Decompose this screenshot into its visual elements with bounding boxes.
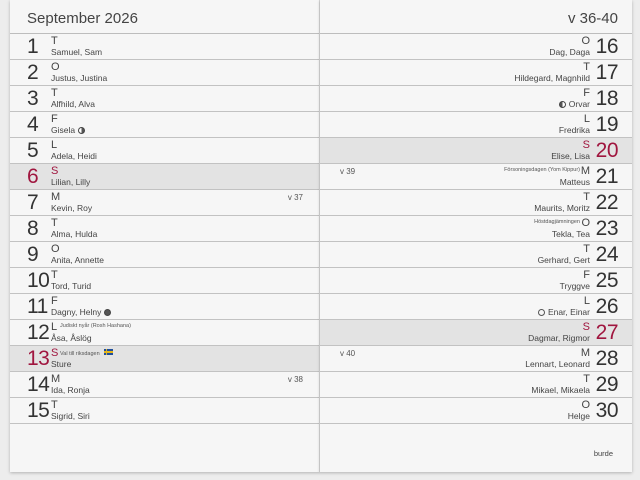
brand-logo: burde: [593, 449, 613, 458]
holiday-note: Judiskt nyår (Rosh Hashana): [60, 323, 131, 329]
right-page-header: [320, 0, 632, 34]
day-number: 22: [595, 191, 618, 214]
week-number: v 39: [340, 167, 356, 176]
name-day-text: Alfhild, Alva: [51, 99, 95, 109]
week-number: v 40: [340, 349, 356, 358]
day-number: 29: [595, 373, 618, 396]
day-row[interactable]: [320, 34, 632, 60]
name-day-text: Justus, Justina: [51, 73, 108, 83]
name-day-text: Matteus: [559, 177, 590, 187]
name-day: [525, 359, 590, 370]
holiday-note: Val till riksdagen: [60, 349, 113, 357]
weekday-letter: L: [583, 295, 590, 307]
weekday-letter: F: [583, 269, 590, 281]
name-day-text: Dagmar, Rigmor: [528, 333, 590, 343]
day-number: 30: [595, 399, 618, 422]
weekday-letter: O: [51, 243, 60, 255]
day-row[interactable]: [320, 112, 632, 138]
name-day: [556, 99, 590, 110]
day-row[interactable]: [320, 86, 632, 112]
day-row[interactable]: [320, 242, 632, 268]
name-day: [560, 281, 590, 292]
name-day: [560, 177, 590, 188]
name-day-text: Sture: [51, 359, 72, 369]
left-day-list: [10, 34, 319, 424]
name-day: [51, 203, 92, 214]
name-day: [51, 411, 90, 422]
weekday-letter: F: [583, 87, 590, 99]
weekday-letter: L: [583, 113, 590, 125]
day-number: 7: [27, 191, 39, 214]
day-number: 19: [595, 113, 618, 136]
day-row[interactable]: [320, 216, 632, 242]
name-day-text: Hildegard, Magnhild: [514, 73, 590, 83]
weekday-letter: L: [51, 139, 58, 151]
week-range: v 36-40: [567, 10, 618, 27]
name-day: [51, 151, 97, 162]
day-number: 28: [595, 347, 618, 370]
name-day-text: Gisela: [51, 125, 76, 135]
day-number: 9: [27, 243, 39, 266]
name-day: [51, 307, 114, 318]
day-row[interactable]: [320, 138, 632, 164]
moon-phase-last-icon: [559, 101, 566, 108]
name-day-text: Fredrika: [558, 125, 590, 135]
weekday-letter: M: [51, 373, 61, 385]
weekday-letter: O: [51, 61, 60, 73]
day-row[interactable]: [10, 190, 319, 216]
name-day-text: Samuel, Sam: [51, 47, 103, 57]
name-day-text: Lilian, Lilly: [51, 177, 91, 187]
weekday-letter: T: [51, 269, 58, 281]
swedish-flag-icon: [104, 349, 113, 355]
day-number: 5: [27, 139, 39, 162]
name-day: [51, 385, 90, 396]
moon-phase-new-icon: [104, 309, 111, 316]
weekday-letter: T: [51, 35, 58, 47]
name-day-text: Orvar: [568, 99, 590, 109]
day-number: 26: [595, 295, 618, 318]
month-title: September 2026: [27, 10, 138, 27]
day-row[interactable]: [10, 164, 319, 190]
day-number: 10: [27, 269, 50, 292]
day-number: 27: [595, 321, 618, 344]
day-number: 24: [595, 243, 618, 266]
day-row[interactable]: [320, 372, 632, 398]
weekday-letter: S: [582, 321, 590, 333]
name-day: [51, 281, 91, 292]
day-number: 23: [595, 217, 618, 240]
weekday-letter: F: [51, 113, 58, 125]
day-number: 16: [595, 35, 618, 58]
day-row[interactable]: [10, 86, 319, 112]
day-row[interactable]: [320, 164, 632, 190]
name-day: [51, 333, 92, 344]
name-day-text: Åsa, Åslög: [51, 333, 92, 343]
moon-phase-first-icon: [78, 127, 85, 134]
day-number: 14: [27, 373, 50, 396]
weekday-letter: M: [580, 347, 590, 359]
name-day-text: Adela, Heidi: [51, 151, 97, 161]
day-row[interactable]: [320, 346, 632, 372]
day-number: 12: [27, 321, 50, 344]
day-row[interactable]: [320, 294, 632, 320]
weekday-letter: M: [51, 191, 61, 203]
name-day-text: Helge: [567, 411, 590, 421]
day-number: 17: [595, 61, 618, 84]
name-day: [534, 203, 590, 214]
day-row[interactable]: [320, 320, 632, 346]
day-row[interactable]: [320, 60, 632, 86]
name-day: [535, 307, 590, 318]
day-number: 21: [595, 165, 618, 188]
name-day-text: Mikael, Mikaela: [531, 385, 590, 395]
name-day: [549, 47, 590, 58]
name-day: [559, 125, 590, 136]
name-day-text: Dag, Daga: [549, 47, 590, 57]
day-row[interactable]: [10, 268, 319, 294]
day-row[interactable]: [320, 190, 632, 216]
name-day: [528, 333, 590, 344]
weekday-letter: F: [51, 295, 58, 307]
weekday-letter: O: [581, 35, 590, 47]
weekday-letter: M: [580, 165, 590, 177]
day-row[interactable]: [10, 372, 319, 398]
weekday-letter: T: [51, 399, 58, 411]
week-number: v 37: [287, 193, 303, 202]
moon-phase-full-icon: [538, 309, 545, 316]
day-number: 25: [595, 269, 618, 292]
day-row[interactable]: [10, 216, 319, 242]
name-day-text: Ida, Ronja: [51, 385, 90, 395]
name-day-text: Tord, Turid: [51, 281, 92, 291]
day-number: 3: [27, 87, 39, 110]
day-number: 20: [595, 139, 618, 162]
day-number: 18: [595, 87, 618, 110]
day-number: 13: [27, 347, 50, 370]
name-day-text: Anita, Annette: [51, 255, 104, 265]
day-row[interactable]: [10, 60, 319, 86]
right-page: [320, 0, 632, 472]
name-day-text: Alma, Hulda: [51, 229, 98, 239]
day-row[interactable]: [10, 242, 319, 268]
name-day-text: Gerhard, Gert: [537, 255, 590, 265]
name-day-text: Dagny, Helny: [51, 307, 102, 317]
name-day: [51, 255, 104, 266]
weekday-letter: T: [583, 61, 590, 73]
name-day: [531, 385, 590, 396]
day-number: 2: [27, 61, 39, 84]
weekday-letter: O: [581, 399, 590, 411]
name-day: [51, 125, 88, 136]
left-page: [10, 0, 320, 472]
name-day: [51, 99, 95, 110]
weekday-letter: S: [51, 347, 59, 359]
name-day-text: Sigrid, Siri: [51, 411, 90, 421]
weekday-letter: L: [51, 321, 58, 333]
day-row[interactable]: [320, 398, 632, 424]
weekday-letter: T: [583, 191, 590, 203]
day-row[interactable]: [10, 138, 319, 164]
name-day: [514, 73, 590, 84]
week-number: v 38: [287, 375, 303, 384]
name-day-text: Elise, Lisa: [551, 151, 590, 161]
name-day: [538, 255, 590, 266]
weekday-letter: T: [51, 87, 58, 99]
name-day: [51, 177, 90, 188]
day-row[interactable]: [10, 294, 319, 320]
day-row[interactable]: [10, 112, 319, 138]
weekday-letter: S: [582, 139, 590, 151]
name-day-text: Lennart, Leonard: [525, 359, 590, 369]
day-row[interactable]: [10, 346, 319, 372]
weekday-letter: T: [51, 217, 58, 229]
day-number: 4: [27, 113, 39, 136]
holiday-note: Försoningsdagen (Yom Kippur): [504, 167, 580, 173]
name-day: [552, 229, 590, 240]
name-day-text: Maurits, Moritz: [534, 203, 590, 213]
weekday-letter: T: [583, 373, 590, 385]
day-row[interactable]: [10, 398, 319, 424]
weekday-letter: T: [583, 243, 590, 255]
name-day: [51, 229, 97, 240]
name-day: [551, 151, 590, 162]
day-row[interactable]: [10, 320, 319, 346]
day-number: 1: [27, 35, 39, 58]
day-number: 11: [27, 295, 48, 318]
weekday-letter: S: [51, 165, 59, 177]
day-number: 6: [27, 165, 39, 188]
name-day: [51, 73, 107, 84]
name-day: [51, 47, 102, 58]
left-page-header: [10, 0, 319, 34]
name-day: [51, 359, 71, 370]
name-day-text: Tryggve: [559, 281, 590, 291]
day-row[interactable]: [10, 34, 319, 60]
name-day-text: Tekla, Tea: [551, 229, 590, 239]
name-day-text: Enar, Einar: [547, 307, 590, 317]
name-day-text: Kevin, Roy: [51, 203, 93, 213]
day-row[interactable]: [320, 268, 632, 294]
name-day: [568, 411, 590, 422]
day-number: 15: [27, 399, 50, 422]
right-day-list: [320, 34, 632, 424]
day-number: 8: [27, 217, 39, 240]
weekday-letter: O: [581, 217, 590, 229]
holiday-note: Höstdagjämningen: [534, 219, 580, 225]
